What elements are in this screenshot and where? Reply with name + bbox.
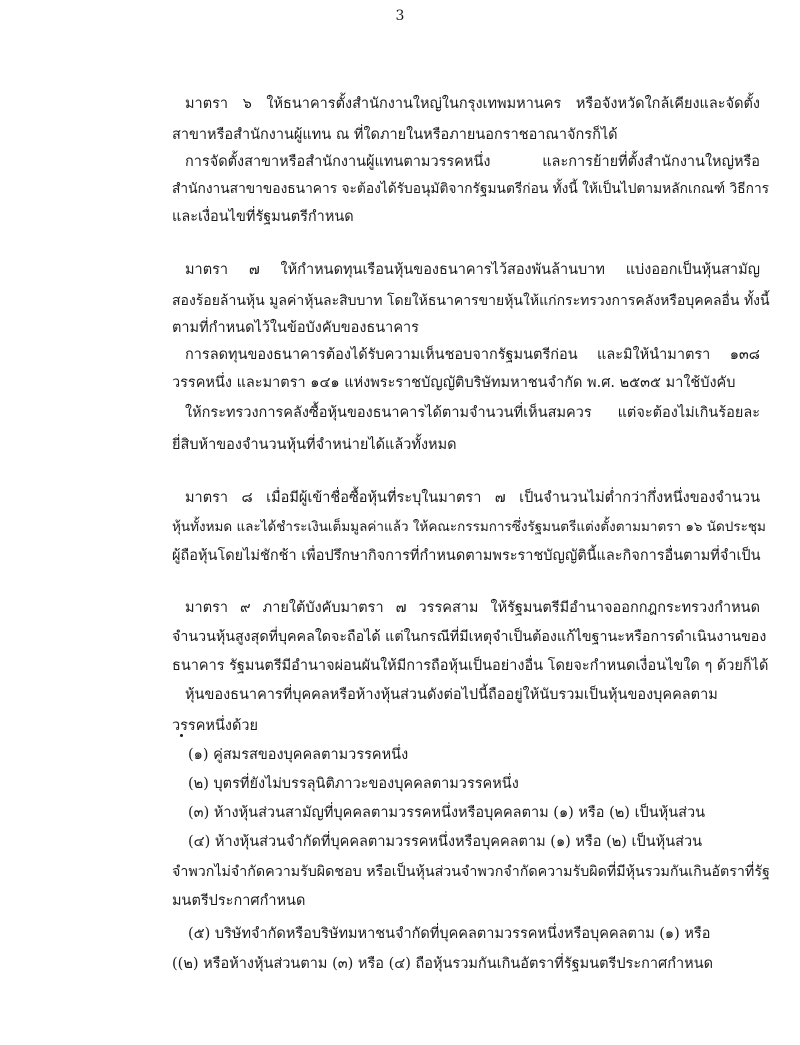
text-line: การลดทุนของธนาคารต้องได้รับความเห็นชอบจากรัฐมนตรีก่อน และมิให้นำมาตรา ๑๓๘ — [185, 347, 760, 363]
text-line: จำนวนหุ้นสูงสุดที่บุคคลใดจะถือได้ แต่ในกรณีที่มีเหตุจำเป็นต้องแก้ไขฐานะหรือการดำเนินงานของ — [172, 629, 767, 645]
text-line: มาตรา ๘ เมื่อมีผู้เข้าชื่อซื้อหุ้นที่ระบุในมาตรา ๗ เป็นจำนวนไม่ต่ำกว่ากึ่งหนึ่งของจำนวน — [185, 490, 760, 506]
text-line: ผู้ถือหุ้นโดยไม่ชักช้า เพื่อปรึกษากิจการที่กำหนดตามพระราชบัญญัตินี้และกิจการอื่นตามที่จำเป็น — [172, 548, 761, 564]
list-item: (๔) ห้างหุ้นส่วนจำกัดที่บุคคลตามวรรคหนึ่งหรือบุคคลตาม (๑) หรือ (๒) เป็นหุ้นส่วน — [188, 834, 703, 850]
text-line: วรรคหนึ่ง และมาตรา ๑๔๑ แห่งพระราชบัญญัติบริษัทมหาชนจำกัด พ.ศ. ๒๕๓๕ มาใช้บังคับ — [172, 375, 736, 391]
scan-mark — [180, 734, 183, 737]
list-item: (๓) ห้างหุ้นส่วนสามัญที่บุคคลตามวรรคหนึ่งหรือบุคคลตาม (๑) หรือ (๒) เป็นหุ้นส่วน — [188, 805, 706, 821]
text-line: หุ้นทั้งหมด และได้ชำระเงินเต็มมูลค่าแล้ว ให้คณะกรรมการซึ่งรัฐมนตรีแต่งตั้งตามมาตรา ๑๖ นัดประชุม — [172, 519, 766, 535]
text-line: ธนาคาร รัฐมนตรีมีอำนาจผ่อนผันให้มีการถือหุ้นเป็นอย่างอื่น โดยจะกำหนดเงื่อนไขใด ๆ ด้วยก็ได้ — [172, 658, 769, 674]
text-line: ตามที่กำหนดไว้ในข้อบังคับของธนาคาร — [172, 320, 419, 336]
list-item: (๑) คู่สมรสของบุคคลตามวรรคหนึ่ง — [188, 747, 409, 763]
text-line: มาตรา ๖ ให้ธนาคารตั้งสำนักงานใหญ่ในกรุงเทพมหานคร หรือจังหวัดใกล้เคียงและจัดตั้ง — [185, 96, 760, 112]
page-number: 3 — [395, 8, 405, 24]
text-line: การจัดตั้งสาขาหรือสำนักงานผู้แทนตามวรรคหนึ่ง และการย้ายที่ตั้งสำนักงานใหญ่หรือ — [185, 154, 760, 170]
text-line: จำพวกไม่จำกัดความรับผิดชอบ หรือเป็นหุ้นส่วนจำพวกจำกัดความรับผิดที่มีหุ้นรวมกันเกินอัตราที่รัฐ — [172, 864, 770, 880]
text-line: สองร้อยล้านหุ้น มูลค่าหุ้นละสิบบาท โดยให้ธนาคารขายหุ้นให้แก่กระทรวงการคลังหรือบุคคลอื่น ทั้งนี้ — [172, 293, 770, 309]
text-line: วรรคหนึ่งด้วย — [172, 718, 259, 734]
text-line: และเงื่อนไขที่รัฐมนตรีกำหนด — [172, 209, 354, 225]
text-line: ให้กระทรวงการคลังซื้อหุ้นของธนาคารได้ตามจำนวนที่เห็นสมควร แต่จะต้องไม่เกินร้อยละ — [185, 405, 760, 421]
text-line: ((๒) หรือห้างหุ้นส่วนตาม (๓) หรือ (๔) ถือหุ้นรวมกันเกินอัตราที่รัฐมนตรีประกาศกำหนด — [172, 956, 714, 972]
text-line: มนตรีประกาศกำหนด — [172, 893, 306, 909]
text-line: มาตรา ๗ ให้กำหนดทุนเรือนหุ้นของธนาคารไว้สองพันล้านบาท แบ่งออกเป็นหุ้นสามัญ — [185, 262, 760, 278]
text-line: หุ้นของธนาคารที่บุคคลหรือห้างหุ้นส่วนดังต่อไปนี้ถืออยู่ให้นับรวมเป็นหุ้นของบุคคลตาม — [185, 687, 718, 703]
text-line: มาตรา ๙ ภายใต้บังคับมาตรา ๗ วรรคสาม ให้รัฐมนตรีมีอำนาจออกกฎกระทรวงกำหนด — [185, 600, 760, 616]
text-line: สำนักงานสาขาของธนาคาร จะต้องได้รับอนุมัติจากรัฐมนตรีก่อน ทั้งนี้ ให้เป็นไปตามหลักเกณฑ์ วิธีการ — [172, 181, 770, 197]
list-item: (๒) บุตรที่ยังไม่บรรลุนิติภาวะของบุคคลตามวรรคหนึ่ง — [188, 776, 519, 792]
text-line: สาขาหรือสำนักงานผู้แทน ณ ที่ใดภายในหรือภายนอกราชอาณาจักรก็ได้ — [172, 127, 618, 143]
text-line: ยี่สิบห้าของจำนวนหุ้นที่จำหน่ายได้แล้วทั้งหมด — [172, 437, 457, 453]
list-item: (๕) บริษัทจำกัดหรือบริษัทมหาชนจำกัดที่บุคคลตามวรรคหนึ่งหรือบุคคลตาม (๑) หรือ — [188, 926, 711, 942]
